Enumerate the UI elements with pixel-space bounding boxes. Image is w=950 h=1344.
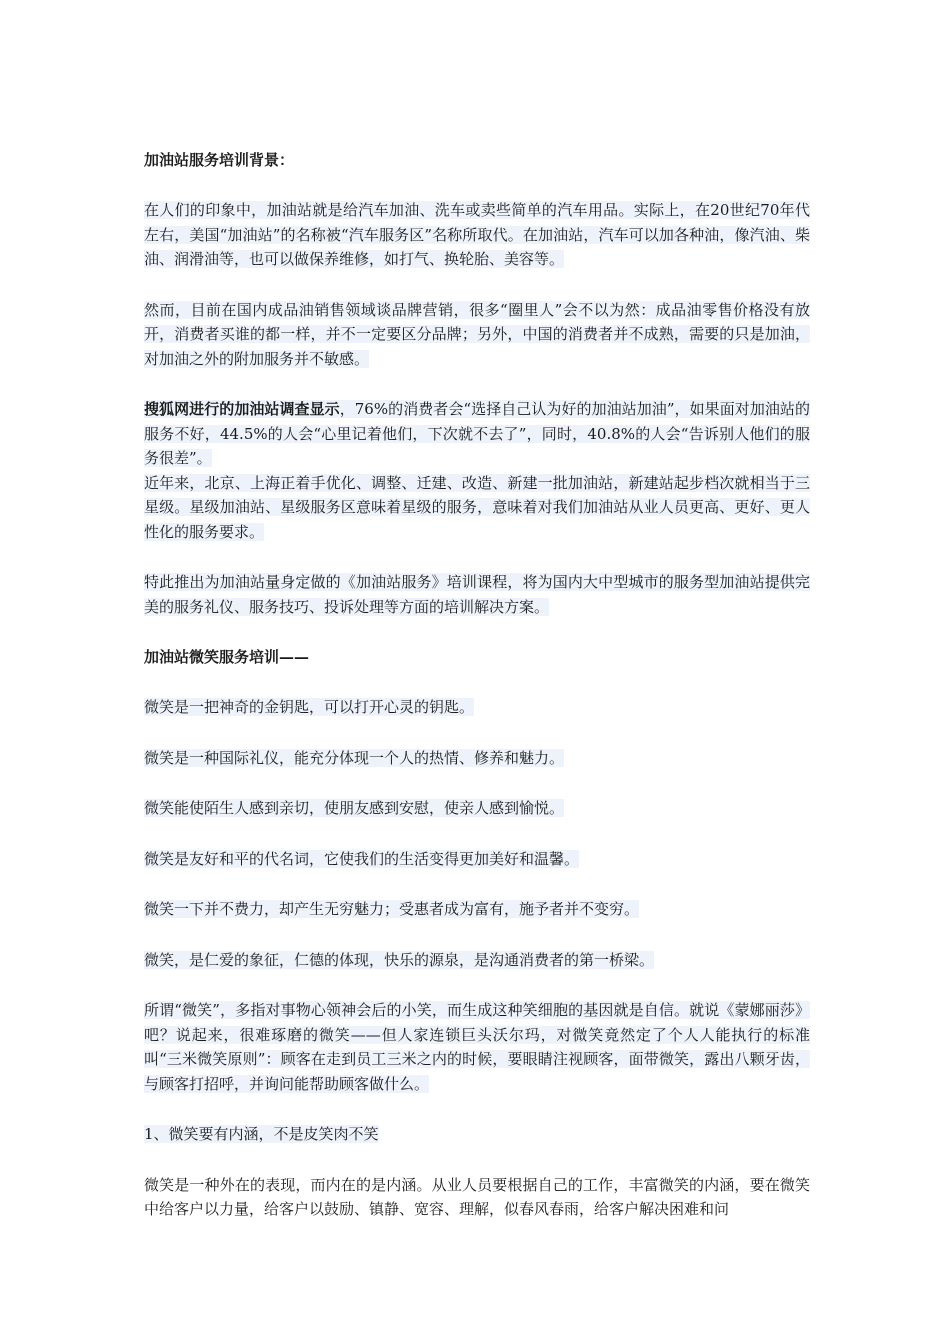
paragraph-text: 微笑是一把神奇的金钥匙，可以打开心灵的钥匙。 <box>144 698 475 716</box>
smile-statement-5 <box>144 897 810 922</box>
paragraph-text: 微笑，是仁爱的象征，仁德的体现，快乐的源泉，是沟通消费者的第一桥梁。 <box>144 950 655 969</box>
paragraph-brand-marketing <box>144 298 810 372</box>
smile-statement-1 <box>144 695 810 720</box>
paragraph-text: 微笑一下并不费力，却产生无穷魅力；受惠者成为富有，施予者并不变穷。 <box>144 900 640 918</box>
paragraph-text: ，76%的消费者会“选择自己认为好的加油站加油”，如果面对加油站的服务不好，44.5%的人会“心里记着他们，下次就不去了”，同时，40.8%的人会“告诉别人他们的服务很差”。 <box>144 400 810 467</box>
paragraph-text: 微笑是一种外在的表现，而内在的是内涵。从业人员要根据自己的工作，丰富微笑的内涵，要在微笑中给客户以力量，给客户以鼓励、镇静、宽容、理解，似春风春雨，给客户解决困难和问 <box>144 1175 810 1218</box>
paragraph-text: 微笑是友好和平的代名词，它使我们的生活变得更加美好和温馨。 <box>144 849 580 868</box>
paragraph-text: 1、微笑要有内涵，不是皮笑肉不笑 <box>144 1125 379 1143</box>
paragraph-text: 特此推出为加油站量身定做的《加油站服务》培训课程，将为国内大中型城市的服务型加油站提供完美的服务礼仪、服务技巧、投诉处理等方面的培训解决方案。 <box>144 573 810 616</box>
document-page <box>144 148 810 1222</box>
smile-statement-4 <box>144 847 810 872</box>
paragraph-beijing-shanghai <box>144 471 810 545</box>
smile-statement-3 <box>144 796 810 821</box>
paragraph-text: 在人们的印象中，加油站就是给汽车加油、洗车或卖些简单的汽车用品。实际上，在20世纪70年代左右，美国“加油站”的名称被“汽车服务区”名称所取代。在加油站，汽车可以加各种油，像汽油、柴油、润滑油等，也可以做保养维修，如打气、换轮胎、美容等。 <box>144 201 810 268</box>
paragraph-sohu-survey <box>144 397 810 471</box>
paragraph-gas-station-impression <box>144 198 810 272</box>
paragraph-text: 微笑能使陌生人感到亲切，使朋友感到安慰，使亲人感到愉悦。 <box>144 799 565 817</box>
paragraph-text: 所谓“微笑”，多指对事物心领神会后的小笑，而生成这种笑细胞的基因就是自信。就说《蒙娜丽莎》吧？说起来，很难琢磨的微笑——但人家连锁巨头沃尔玛，对微笑竟然定了个人人能执行的标准叫“三米微笑原则”：顾客在走到员工三米之内的时候，要眼睛注视顾客，面带微笑，露出八颗牙齿，与顾客打招呼，并询问能帮助顾客做什么。 <box>144 1001 810 1093</box>
list-item-title-1 <box>144 1122 810 1147</box>
paragraph-text: 然而，目前在国内成品油销售领域谈品牌营销，很多“圈里人”会不以为然：成品油零售价格没有放开，消费者买谁的都一样，并不一定要区分品牌；另外，中国的消费者并不成熟，需要的只是加油，对加油之外的附加服务并不敏感。 <box>144 300 810 368</box>
paragraph-three-meter-rule <box>144 998 810 1096</box>
paragraph-course-intro <box>144 570 810 619</box>
section-heading-smile-service: 加油站微笑服务培训—— <box>144 648 310 666</box>
survey-lead-bold: 搜狐网进行的加油站调查显示 <box>144 400 340 418</box>
paragraph-text: 近年来，北京、上海正着手优化、调整、迁建、改造、新建一批加油站，新建站起步档次就相当于三星级。星级加油站、星级服务区意味着星级的服务，意味着对我们加油站从业人员更高、更好、更人性化的服务要求。 <box>144 473 810 541</box>
list-item-body-1 <box>144 1173 810 1222</box>
smile-statement-2 <box>144 746 810 771</box>
smile-statement-6 <box>144 948 810 973</box>
paragraph-text: 微笑是一种国际礼仪，能充分体现一个人的热情、修养和魅力。 <box>144 748 565 767</box>
section-heading-background: 加油站服务培训背景： <box>144 151 295 169</box>
